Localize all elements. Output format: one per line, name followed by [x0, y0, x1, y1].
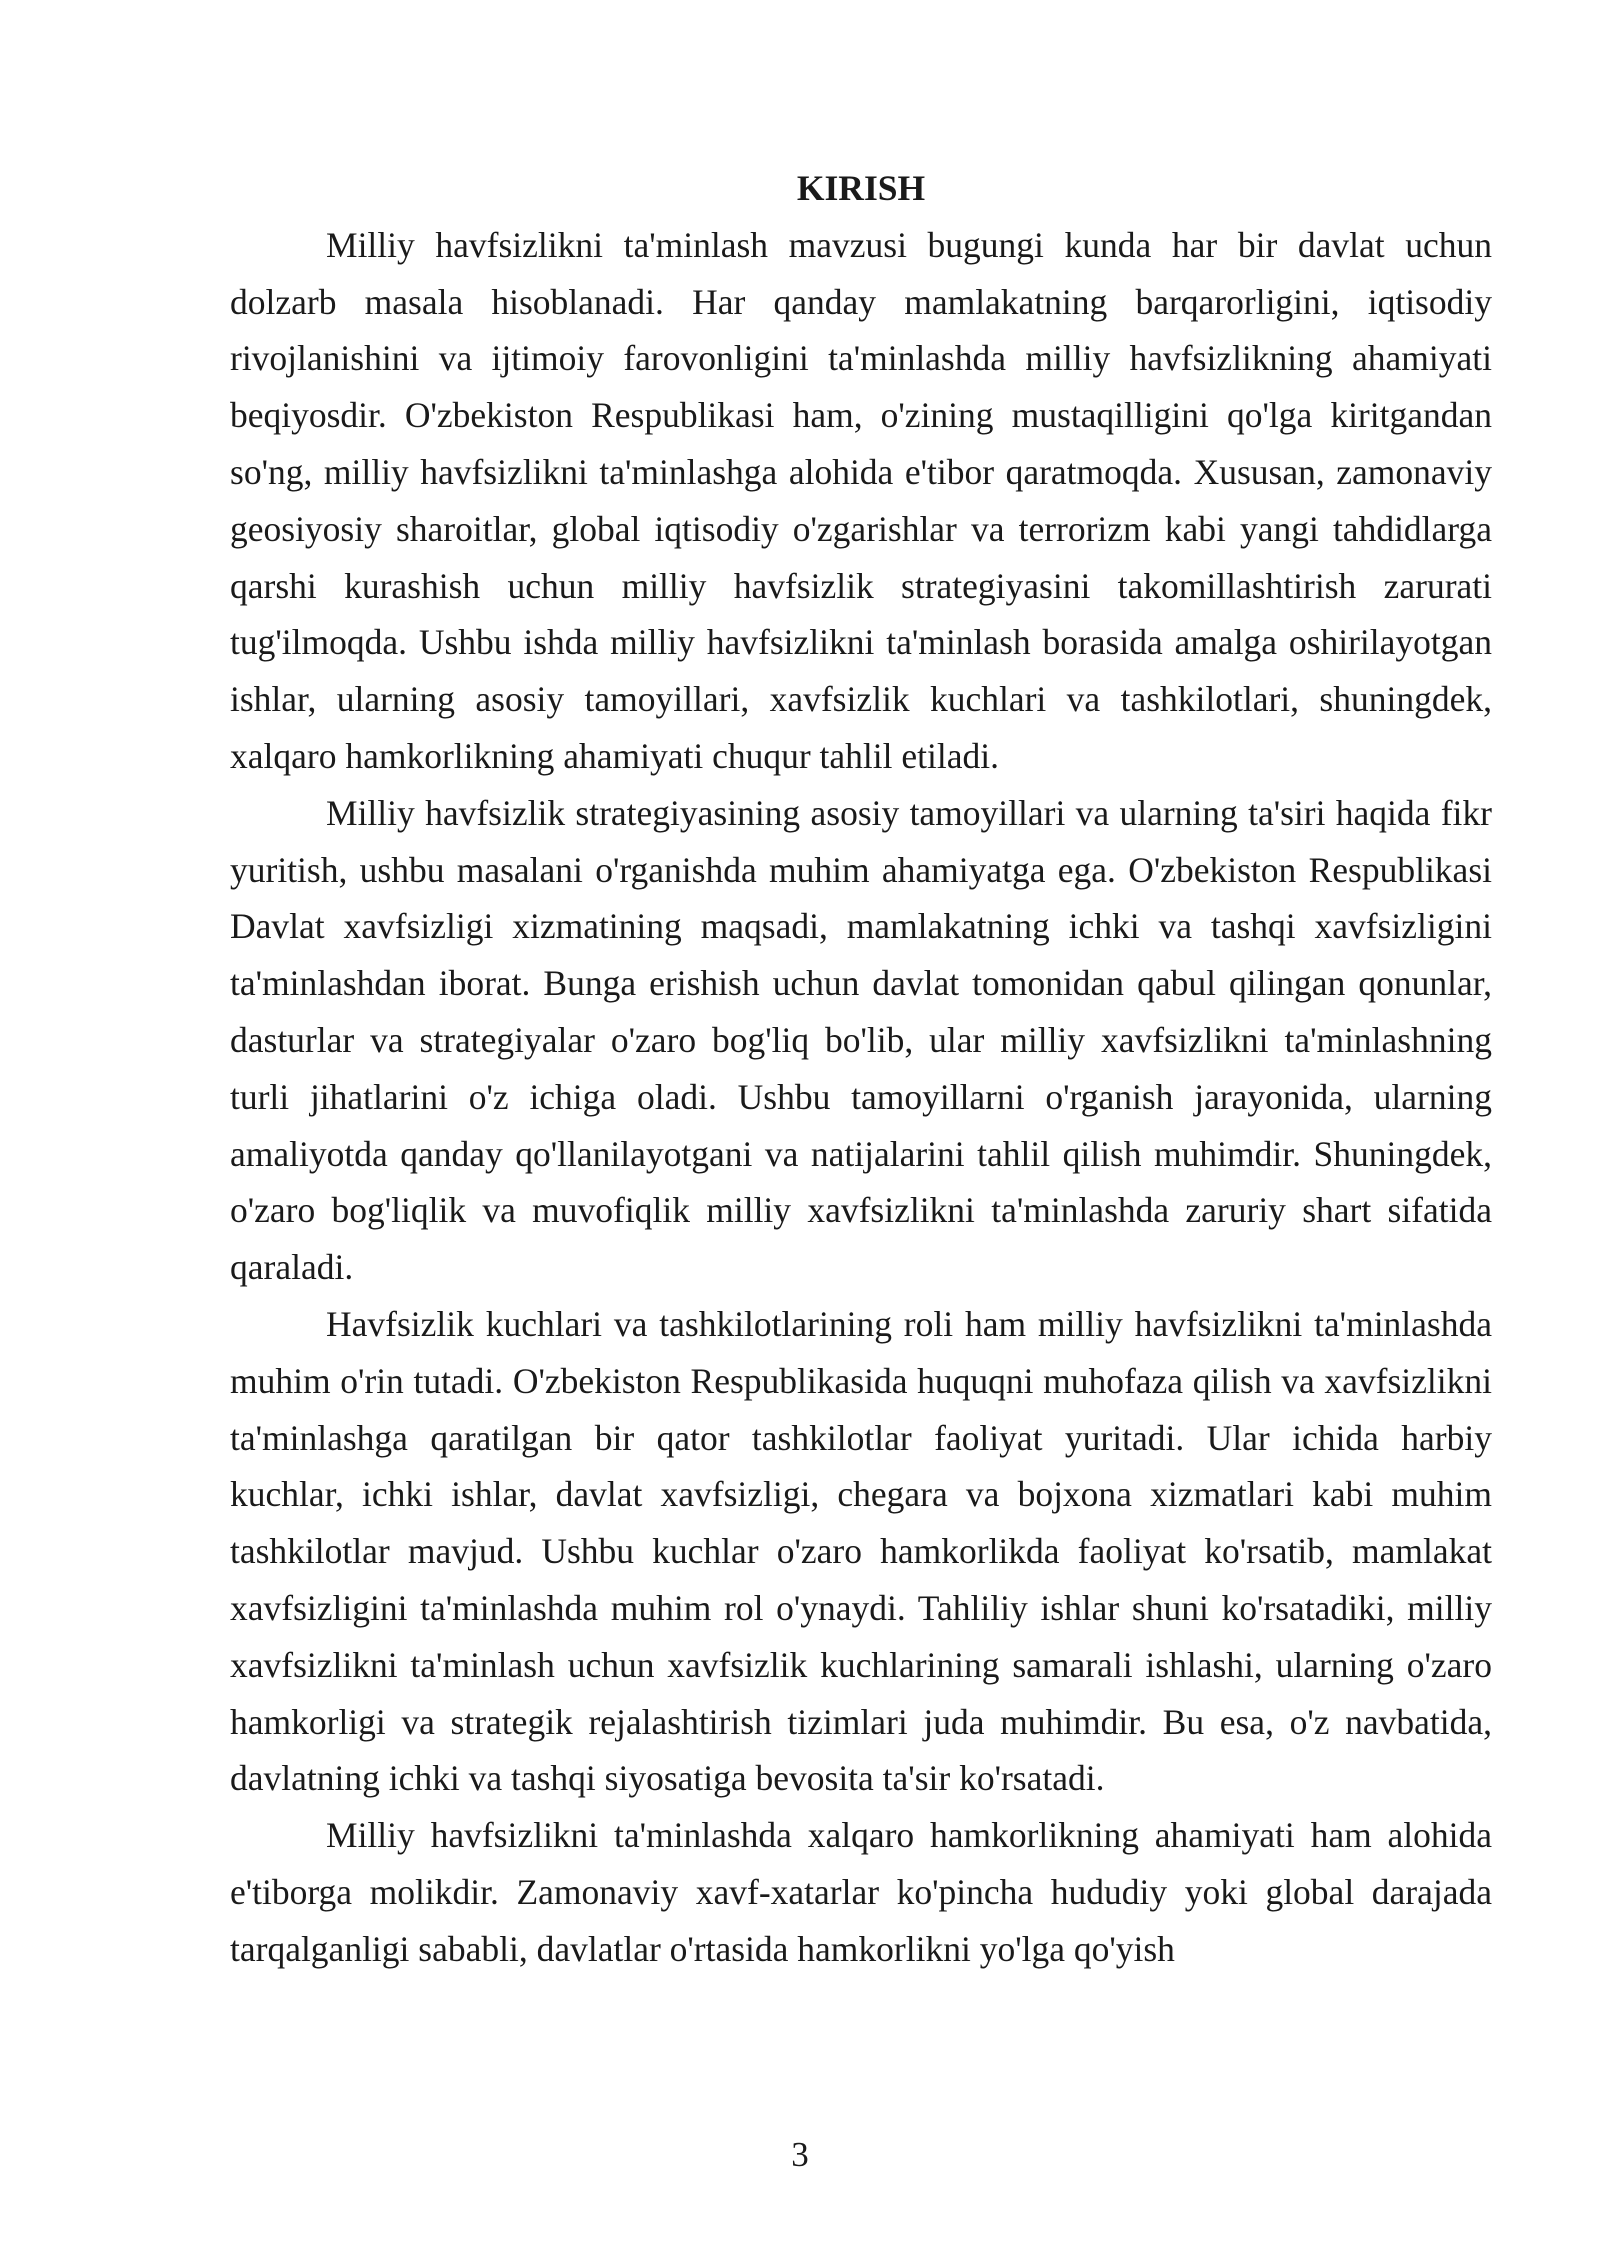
paragraph-4: Milliy havfsizlikni ta'minlashda xalqaro hamkorlikning ahamiyati ham alohida e'tiborga molikdir. Zamonaviy xavf-xatarlar ko'pincha hududiy yoki global darajada tarqalganligi sababli, davlatlar o'rtasida hamkorlikni yo'lga qo'yish — [230, 1815, 1492, 1969]
paragraph-2: Milliy havfsizlik strategiyasining asosiy tamoyillari va ularning ta'siri haqida fikr yuritish, ushbu masalani o'rganishda muhim ahamiyatga ega. O'zbekiston Respublikasi Davlat xavfsizligi xizmatining maqsadi, mamlakatning ichki va tashqi xavfsizligini ta'minlashdan iborat. Bunga erishish uchun davlat tomonidan qabul qilingan qonunlar, dasturlar va strategiyalar o'zaro bog'liq bo'lib, ular milliy xavfsizlikni ta'minlashning turli jihatlarini o'z ichiga oladi. Ushbu tamoyillarni o'rganish jarayonida, ularning amaliyotda qanday qo'llanilayotgani va natijalarini tahlil qilish muhimdir. Shuningdek, o'zaro bog'liqlik va muvofiqlik milliy xavfsizlikni ta'minlashda zaruriy shart sifatida qaraladi. — [230, 792, 1492, 1288]
document-body — [230, 160, 1492, 1978]
paragraph-3: Havfsizlik kuchlari va tashkilotlarining roli ham milliy havfsizlikni ta'minlashda muhim o'rin tutadi. O'zbekiston Respublikasida huquqni muhofaza qilish va xavfsizlikni ta'minlashga qaratilgan bir qator tashkilotlar faoliyat yuritadi. Ular ichida harbiy kuchlar, ichki ishlar, davlat xavfsizligi, chegara va bojxona xizmatlari kabi muhim tashkilotlar mavjud. Ushbu kuchlar o'zaro hamkorlikda faoliyat ko'rsatib, mamlakat xavfsizligini ta'minlashda muhim rol o'ynaydi. Tahliliy ishlar shuni ko'rsatadiki, milliy xavfsizlikni ta'minlash uchun xavfsizlik kuchlarining samarali ishlashi, ularning o'zaro hamkorligi va strategik rejalashtirish tizimlari juda muhimdir. Bu esa, o'z navbatida, davlatning ichki va tashqi siyosatiga bevosita ta'sir ko'rsatadi. — [230, 1303, 1492, 1799]
section-title: KIRISH — [796, 168, 926, 208]
paragraph-1: Milliy havfsizlikni ta'minlash mavzusi bugungi kunda har bir davlat uchun dolzarb masala hisoblanadi. Har qanday mamlakatning barqarorligini, iqtisodiy rivojlanishini va ijtimoiy farovonligini ta'minlashda milliy havfsizlikning ahamiyati beqiyosdir. O'zbekiston Respublikasi ham, o'zining mustaqilligini qo'lga kiritgandan so'ng, milliy havfsizlikni ta'minlashga alohida e'tibor qaratmoqda. Xususan, zamonaviy geosiyosiy sharoitlar, global iqtisodiy o'zgarishlar va terrorizm kabi yangi tahdidlarga qarshi kurashish uchun milliy havfsizlik strategiyasini takomillashtirish zarurati tug'ilmoqda. Ushbu ishda milliy havfsizlikni ta'minlash borasida amalga oshirilayotgan ishlar, ularning asosiy tamoyillari, xavfsizlik kuchlari va tashkilotlari, shuningdek, xalqaro hamkorlikning ahamiyati chuqur tahlil etiladi. — [230, 224, 1492, 776]
page-number: 3 — [791, 2135, 809, 2174]
